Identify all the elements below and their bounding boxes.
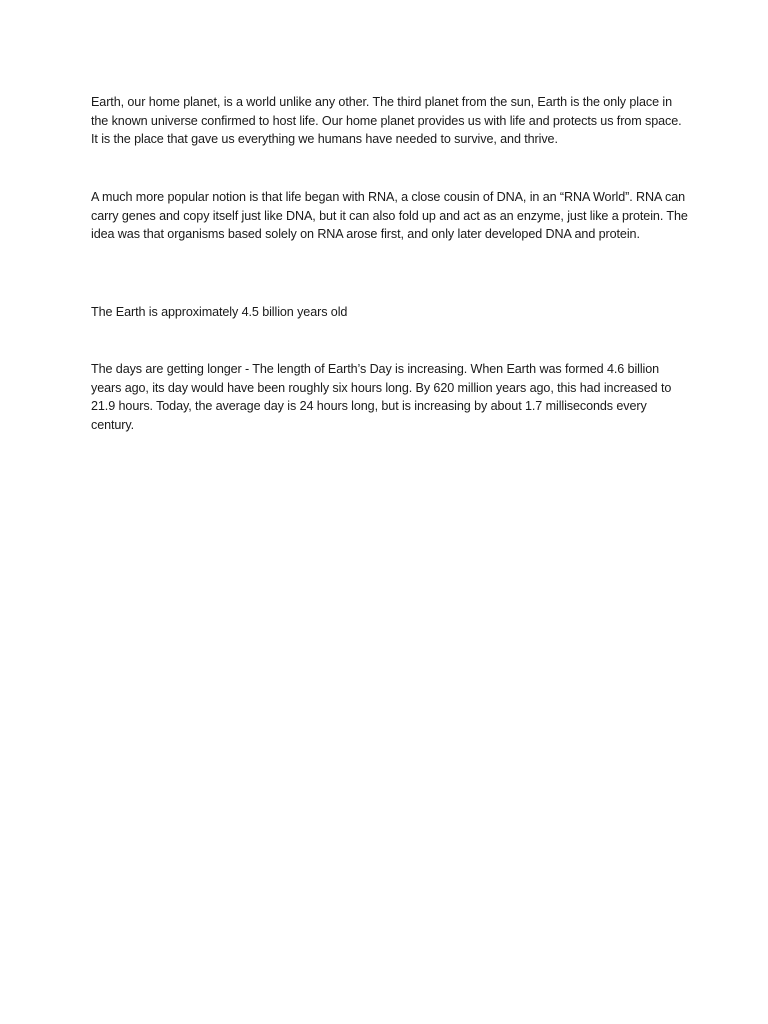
paragraph-earth-age: The Earth is approximately 4.5 billion years old bbox=[91, 305, 348, 319]
paragraph-earth-home-planet: Earth, our home planet, is a world unlike any other. The third planet from the sun, Earth is the only place in the known universe confirmed to host life. Our home planet provides us with life and protects us from space. It is the place that gave us everything we humans have needed to survive, and thrive. bbox=[91, 95, 682, 146]
paragraph-days-longer: The days are getting longer - The length of Earth’s Day is increasing. When Earth was formed 4.6 billion years ago, its day would have been roughly six hours long. By 620 million years ago, this had increased to 21.9 hours. Today, the average day is 24 hours long, but is increasing by about 1.7 milliseconds every century. bbox=[91, 362, 672, 432]
paragraph-rna-world: A much more popular notion is that life began with RNA, a close cousin of DNA, in an “RNA World”. RNA can carry genes and copy itself just like DNA, but it can also fold up and act as an enzyme, just like a protein. The idea was that organisms based solely on RNA arose first, and only later developed DNA and protein. bbox=[91, 190, 688, 241]
